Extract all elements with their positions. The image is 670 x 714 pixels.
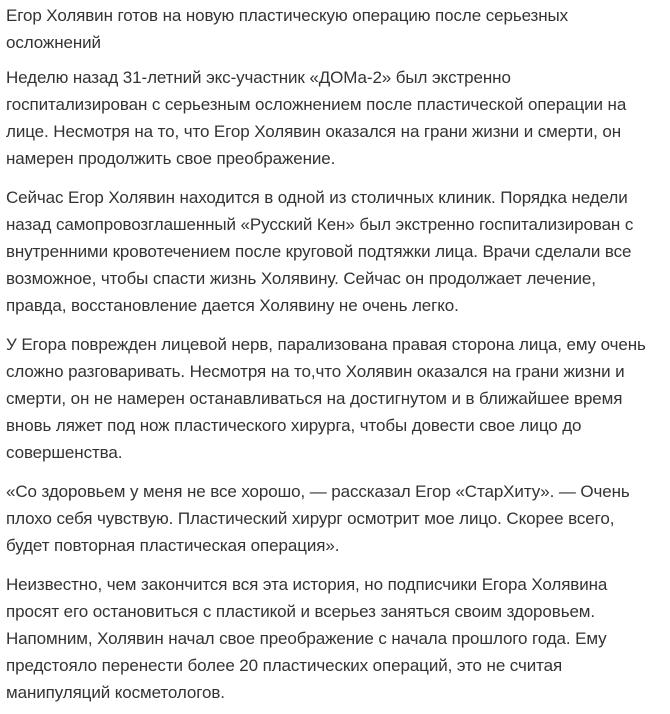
article-paragraph-5: Неизвестно, чем закончится вся эта история, но подписчики Егора Холявина просят его остановиться с пластикой и всерьез заняться своим здоровьем. Напомним, Холявин начал свое преображение с начала прошлого года. Ему предстояло перенести более 20 пластических операций, это не считая манипуляций косметологов. [6,575,608,702]
article-paragraph-1: Неделю назад 31-летний экс-участник «ДОМа-2» был экстренно госпитализирован с серьезным осложнением после пластической операции на лице. Несмотря на то, что Егор Холявин оказался на грани жизни и смерти, он намерен продолжить свое преображение. [6,68,627,168]
article-paragraph-3: У Егора поврежден лицевой нерв, парализована правая сторона лица, ему очень сложно разговаривать. Несмотря на то,что Холявин оказался на грани жизни и смерти, он не намерен останавливаться на достигнутом и в ближайшее время вновь ляжет под нож пластического хирурга, чтобы довести свое лицо до совершенства. [6,335,646,462]
article-paragraph-4: «Со здоровьем у меня не все хорошо, — рассказал Егор «СтарХиту». — Очень плохо себя чувствую. Пластический хирург осмотрит мое лицо. Скорее всего, будет повторная пластическая операция». [6,482,630,555]
article-paragraph-2: Сейчас Егор Холявин находится в одной из столичных клиник. Порядка недели назад самопровозглашенный «Русский Кен» был экстренно госпитализирован с внутренними кровотечением после круговой подтяжки лица. Врачи сделали все возможное, чтобы спасти жизнь Холявину. Сейчас он продолжает лечение, правда, восстановление дается Холявину не очень легко. [6,188,634,315]
article-title: Егор Холявин готов на новую пластическую операцию после серьезных осложнений [6,6,569,52]
